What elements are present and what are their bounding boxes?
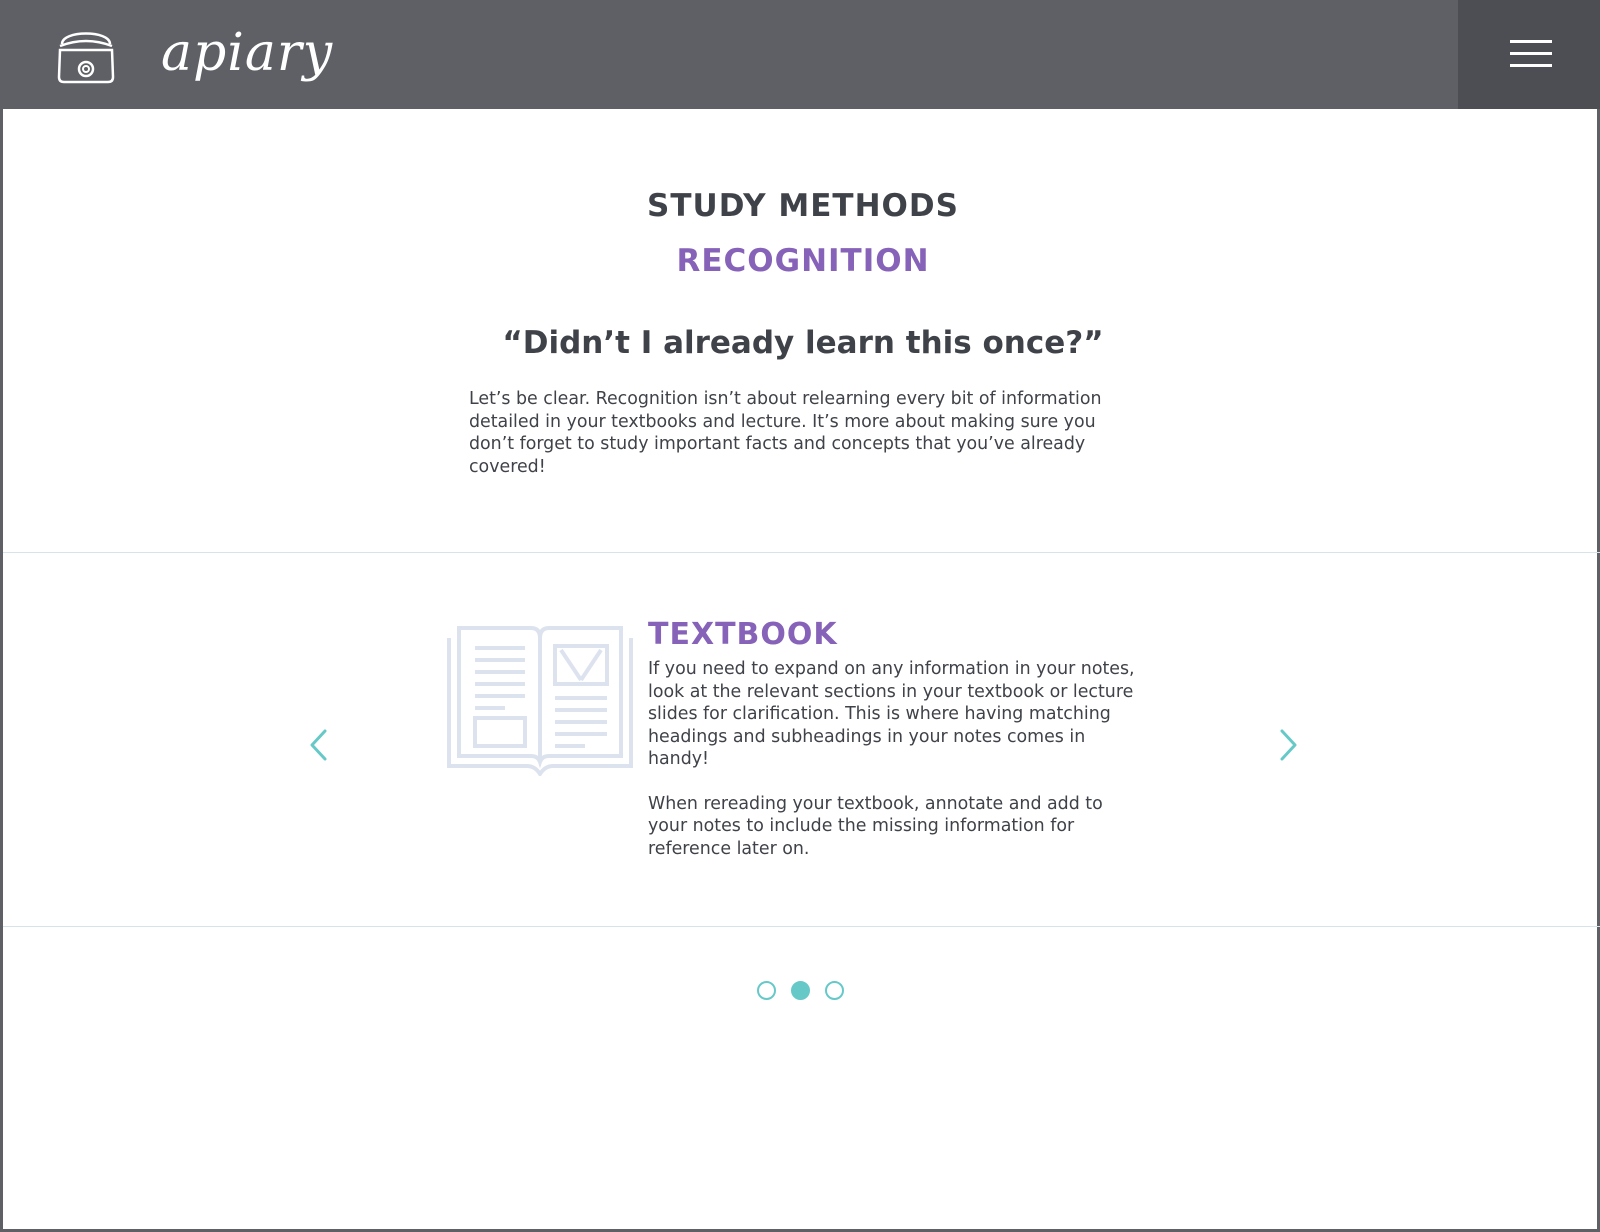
- slide-paragraph: When rereading your textbook, annotate and add to your notes to include the missing information for reference later on.: [648, 793, 1103, 859]
- quote-heading: “Didn’t I already learn this once?”: [502, 325, 1104, 361]
- slide-paragraph: If you need to expand on any information in your notes, look at the relevant sections in your textbook or lecture slides for clarification. This is where having matching headings and subheadings in your notes comes in handy!: [648, 659, 1135, 769]
- top-header: [3, 0, 1600, 109]
- logo-text[interactable]: apiary: [161, 23, 334, 83]
- section-subtitle: RECOGNITION: [676, 243, 930, 279]
- section-divider: [3, 552, 1600, 553]
- menu-button[interactable]: [1458, 0, 1600, 109]
- pagination-dot-1[interactable]: [757, 981, 776, 1000]
- beehive-icon[interactable]: [53, 22, 119, 86]
- slide-text: [648, 658, 1138, 860]
- open-book-icon: [447, 624, 633, 776]
- pagination-dot-3[interactable]: [825, 981, 844, 1000]
- carousel-pagination: [757, 981, 844, 1003]
- section-title: STUDY METHODS: [647, 188, 959, 224]
- chevron-right-icon[interactable]: [1276, 728, 1300, 762]
- section-divider: [3, 926, 1600, 927]
- chevron-left-icon[interactable]: [307, 728, 331, 762]
- pagination-dot-2-active[interactable]: [791, 981, 810, 1000]
- intro-paragraph: Let’s be clear. Recognition isn’t about relearning every bit of information detailed in your textbooks and lecture. It’s more about making sure you don’t forget to study important facts and concepts that you’ve already covered!: [469, 389, 1102, 477]
- hamburger-menu-icon: [1510, 38, 1552, 70]
- slide-title: TEXTBOOK: [648, 617, 838, 652]
